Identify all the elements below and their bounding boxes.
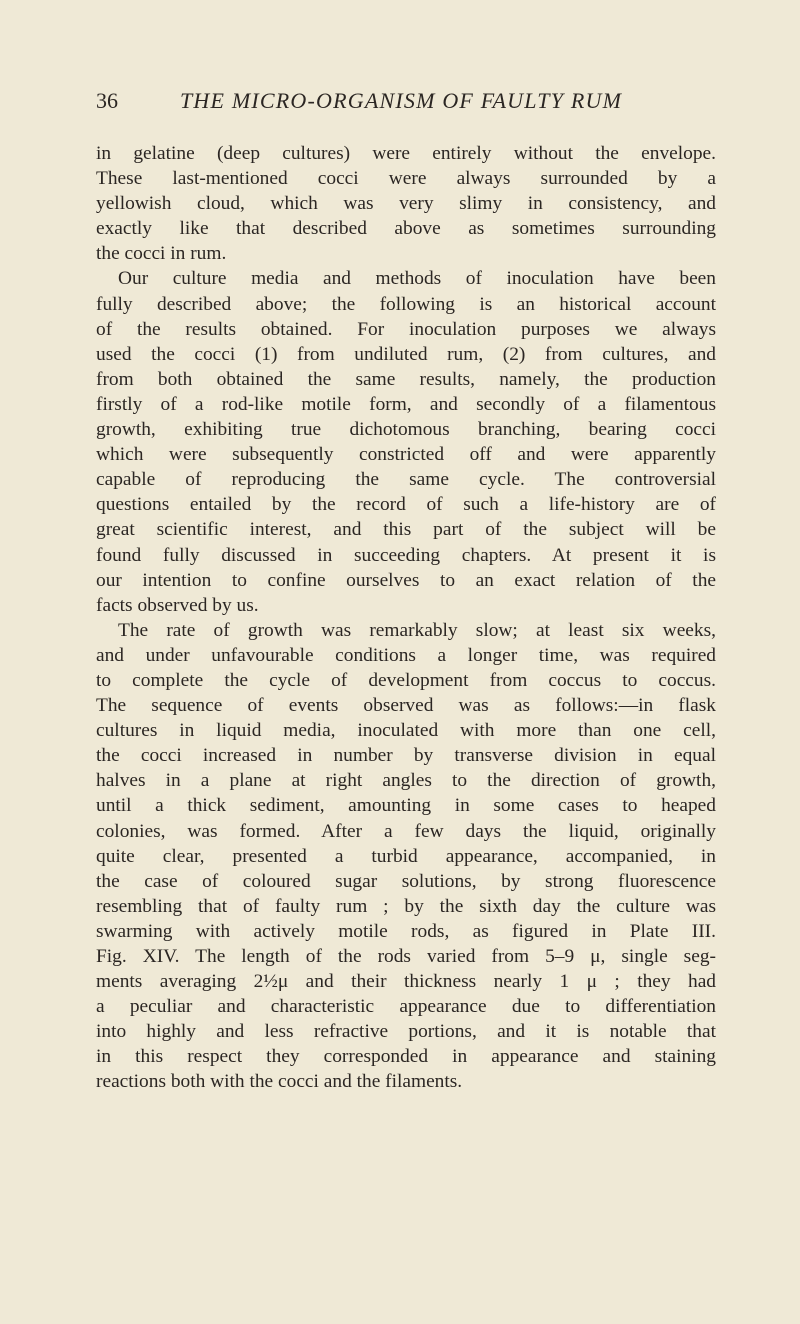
text-line: in this respect they corresponded in appearance and staining xyxy=(96,1046,716,1068)
text-line: to complete the cycle of development from coccus to coccus. xyxy=(96,669,716,691)
text-line: halves in a plane at right angles to the direction of growth, xyxy=(96,770,716,792)
text-line: questions entailed by the record of such a life-history are of xyxy=(96,494,716,516)
text-line: Our culture media and methods of inoculation have been xyxy=(118,268,716,290)
text-line: great scientific interest, and this part of the subject will be xyxy=(96,519,716,541)
text-line: firstly of a rod-like motile form, and secondly of a filamentous xyxy=(96,393,716,415)
text-line: resembling that of faulty rum ; by the sixth day the culture was xyxy=(96,895,716,917)
text-line: exactly like that described above as sometimes surrounding xyxy=(96,218,716,240)
text-line: in gelatine (deep cultures) were entirely without the envelope. xyxy=(96,143,716,164)
text-line: a peculiar and characteristic appearance due to differentiation xyxy=(96,996,716,1018)
text-line: Fig. XIV. The length of the rods varied from 5–9 μ, single seg- xyxy=(96,946,716,967)
text-line: yellowish cloud, which was very slimy in consistency, and xyxy=(96,193,716,215)
text-line: from both obtained the same results, namely, the production xyxy=(96,368,716,390)
text-line: These last-mentioned cocci were always surrounded by a xyxy=(96,168,716,190)
paragraph-1 xyxy=(96,141,716,266)
paragraph-3 xyxy=(96,618,716,1095)
text-line: and under unfavourable conditions a longer time, was required xyxy=(96,644,716,666)
text-line: colonies, was formed. After a few days the liquid, originally xyxy=(96,820,716,842)
text-line: into highly and less refractive portions, and it is notable that xyxy=(96,1021,716,1043)
text-line: growth, exhibiting true dichotomous branching, bearing cocci xyxy=(96,419,716,441)
body-text xyxy=(96,141,716,1095)
text-line: the case of coloured sugar solutions, by strong fluorescence xyxy=(96,870,716,892)
text-line: swarming with actively motile rods, as figured in Plate III. xyxy=(96,920,716,942)
text-line: cultures in liquid media, inoculated with more than one cell, xyxy=(96,720,716,742)
text-line: quite clear, presented a turbid appearance, accompanied, in xyxy=(96,845,716,867)
page-number: 36 xyxy=(96,88,118,113)
text-line: fully described above; the following is an historical account xyxy=(96,293,716,315)
text-line: The rate of growth was remarkably slow; at least six weeks, xyxy=(118,619,716,641)
paragraph-2 xyxy=(96,266,716,617)
text-line: ments averaging 2½μ and their thickness nearly 1 μ ; they had xyxy=(96,971,716,993)
running-head xyxy=(96,88,696,118)
text-line: reactions both with the cocci and the filaments. xyxy=(96,1071,463,1093)
text-line: capable of reproducing the same cycle. The controversial xyxy=(96,469,716,491)
text-line: the cocci in rum. xyxy=(96,243,227,265)
text-line: used the cocci (1) from undiluted rum, (2) from cultures, and xyxy=(96,343,716,365)
text-line: the cocci increased in number by transverse division in equal xyxy=(96,745,716,767)
text-line: of the results obtained. For inoculation purposes we always xyxy=(96,318,716,340)
text-line: The sequence of events observed was as follows:—in flask xyxy=(96,695,716,717)
text-line: until a thick sediment, amounting in some cases to heaped xyxy=(96,795,716,817)
text-line: which were subsequently constricted off and were apparently xyxy=(96,444,716,466)
text-line: found fully discussed in succeeding chapters. At present it is xyxy=(96,544,716,566)
text-line: our intention to confine ourselves to an exact relation of the xyxy=(96,569,716,591)
text-line: facts observed by us. xyxy=(96,594,259,616)
running-title: THE MICRO-ORGANISM OF FAULTY RUM xyxy=(180,88,623,113)
